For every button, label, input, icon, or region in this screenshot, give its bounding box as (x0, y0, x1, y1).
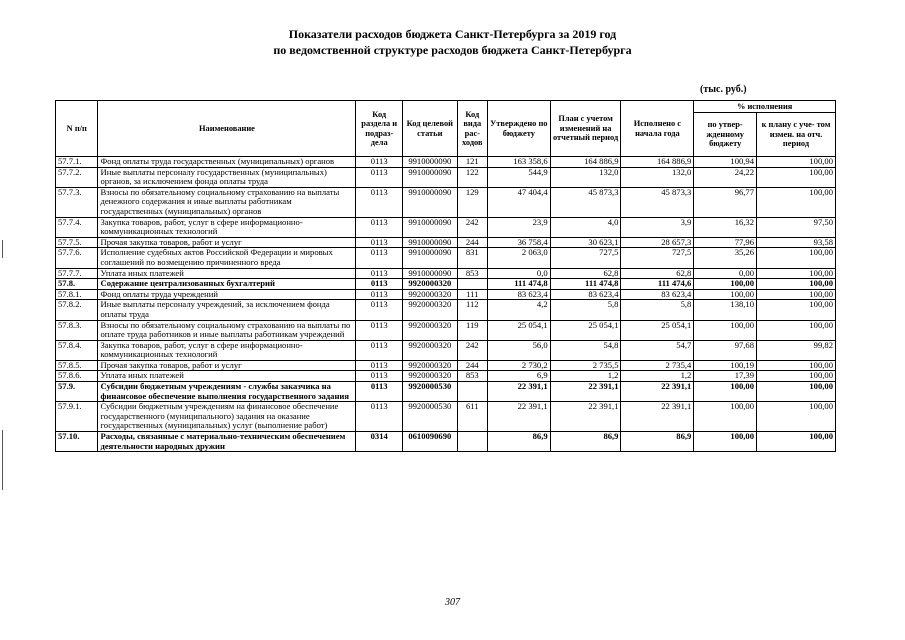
row-number: 57.8.3. (56, 320, 98, 340)
row-target-code: 9910000090 (402, 167, 457, 187)
row-pct-approved: 17,39 (694, 371, 757, 382)
row-section-code: 0113 (356, 289, 403, 300)
unit-label: (тыс. руб.) (700, 84, 747, 95)
row-type-code: 242 (457, 340, 487, 360)
row-section-code: 0113 (356, 237, 403, 248)
row-pct-approved: 100,00 (694, 320, 757, 340)
table-row (56, 320, 836, 340)
row-pct-approved: 24,22 (694, 167, 757, 187)
row-pct-approved: 97,68 (694, 340, 757, 360)
table-body (56, 157, 836, 452)
row-plan: 54,8 (550, 340, 621, 360)
row-type-code (457, 432, 487, 452)
row-executed: 86,9 (621, 432, 694, 452)
row-pct-plan: 100,00 (757, 279, 836, 290)
row-pct-approved: 100,94 (694, 157, 757, 168)
row-number: 57.7.1. (56, 157, 98, 168)
row-pct-plan: 100,00 (757, 268, 836, 279)
row-plan: 62,8 (550, 268, 621, 279)
row-pct-approved: 0,00 (694, 268, 757, 279)
col-executed-header: Исполнено с начала года (621, 101, 694, 157)
row-executed: 28 657,3 (621, 237, 694, 248)
scan-edge-mark (2, 430, 3, 490)
row-plan: 1,2 (550, 371, 621, 382)
row-name: Взносы по обязательному социальному страхованию на выплаты по оплате труда работников и иные выплаты работникам учреждений (98, 320, 356, 340)
row-approved: 86,9 (487, 432, 550, 452)
row-number: 57.8. (56, 279, 98, 290)
row-plan: 4,0 (550, 217, 621, 237)
table-header (56, 101, 836, 157)
row-pct-approved: 96,77 (694, 187, 757, 217)
row-target-code: 0610090690 (402, 432, 457, 452)
row-executed: 45 873,3 (621, 187, 694, 217)
row-name: Субсидии бюджетным учреждениям - службы заказчика на финансовое обеспечение выполнения государственного задания (98, 382, 356, 402)
table-row (56, 157, 836, 168)
row-type-code: 831 (457, 248, 487, 268)
row-type-code: 853 (457, 371, 487, 382)
row-plan: 22 391,1 (550, 402, 621, 432)
row-plan: 30 623,1 (550, 237, 621, 248)
row-approved: 6,9 (487, 371, 550, 382)
row-executed: 62,8 (621, 268, 694, 279)
row-pct-plan: 100,00 (757, 289, 836, 300)
row-pct-approved: 100,00 (694, 289, 757, 300)
row-pct-plan: 100,00 (757, 167, 836, 187)
row-pct-plan: 100,00 (757, 320, 836, 340)
table-row (56, 187, 836, 217)
row-approved: 83 623,4 (487, 289, 550, 300)
row-pct-plan: 100,00 (757, 432, 836, 452)
title-line-2: по ведомственной структуре расходов бюджета Санкт-Петербурга (273, 43, 632, 57)
row-name: Прочая закупка товаров, работ и услуг (98, 360, 356, 371)
col-plan-header: План с учетом изменений на отчетный период (550, 101, 621, 157)
row-type-code: 611 (457, 402, 487, 432)
row-number: 57.8.1. (56, 289, 98, 300)
row-section-code: 0113 (356, 402, 403, 432)
col-target-header: Код целевой статьи (402, 101, 457, 157)
row-plan: 83 623,4 (550, 289, 621, 300)
row-name: Иные выплаты персоналу государственных (муниципальных) органов, за исключением фонда оплаты труда (98, 167, 356, 187)
row-target-code: 9920000320 (402, 320, 457, 340)
row-pct-plan: 100,00 (757, 371, 836, 382)
row-section-code: 0113 (356, 167, 403, 187)
row-name: Фонд оплаты труда государственных (муниципальных) органов (98, 157, 356, 168)
row-pct-approved: 35,26 (694, 248, 757, 268)
row-executed: 5,8 (621, 300, 694, 320)
row-name: Иные выплаты персоналу учреждений, за исключением фонда оплаты труда (98, 300, 356, 320)
row-name: Прочая закупка товаров, работ и услуг (98, 237, 356, 248)
row-section-code: 0113 (356, 187, 403, 217)
row-pct-plan: 100,00 (757, 360, 836, 371)
row-type-code (457, 279, 487, 290)
row-number: 57.10. (56, 432, 98, 452)
table-row (56, 371, 836, 382)
row-executed: 83 623,4 (621, 289, 694, 300)
row-executed: 54,7 (621, 340, 694, 360)
row-approved: 2 730,2 (487, 360, 550, 371)
row-section-code: 0113 (356, 360, 403, 371)
row-approved: 47 404,4 (487, 187, 550, 217)
row-section-code: 0113 (356, 320, 403, 340)
col-pct-plan-header: к плану с уче- том измен. на отч. период (757, 113, 836, 157)
col-pct-group-header: % исполнения (694, 101, 836, 113)
table-row (56, 432, 836, 452)
row-section-code: 0314 (356, 432, 403, 452)
table-row (56, 279, 836, 290)
row-approved: 22 391,1 (487, 382, 550, 402)
row-pct-approved: 100,19 (694, 360, 757, 371)
row-pct-plan: 97,50 (757, 217, 836, 237)
row-target-code: 9920000320 (402, 300, 457, 320)
title-line-1: Показатели расходов бюджета Санкт-Петербурга за 2019 год (288, 27, 617, 41)
table-row (56, 217, 836, 237)
row-target-code: 9920000320 (402, 371, 457, 382)
row-executed: 22 391,1 (621, 382, 694, 402)
row-pct-approved: 100,00 (694, 279, 757, 290)
row-approved: 25 054,1 (487, 320, 550, 340)
row-pct-plan: 99,82 (757, 340, 836, 360)
row-number: 57.8.2. (56, 300, 98, 320)
row-type-code: 244 (457, 360, 487, 371)
row-number: 57.9.1. (56, 402, 98, 432)
row-name: Содержание централизованных бухгалтерий (98, 279, 356, 290)
row-number: 57.9. (56, 382, 98, 402)
scan-edge-mark (2, 240, 3, 258)
row-section-code: 0113 (356, 268, 403, 279)
row-section-code: 0113 (356, 217, 403, 237)
row-type-code: 121 (457, 157, 487, 168)
row-approved: 36 758,4 (487, 237, 550, 248)
table-row (56, 402, 836, 432)
row-approved: 163 358,6 (487, 157, 550, 168)
col-section-header: Код раздела и подраз- дела (356, 101, 403, 157)
row-plan: 164 886,9 (550, 157, 621, 168)
row-plan: 22 391,1 (550, 382, 621, 402)
row-target-code: 9910000090 (402, 237, 457, 248)
row-executed: 111 474,6 (621, 279, 694, 290)
row-name: Закупка товаров, работ, услуг в сфере информационно-коммуникационных технологий (98, 340, 356, 360)
row-target-code: 9910000090 (402, 217, 457, 237)
table-row (56, 289, 836, 300)
row-section-code: 0113 (356, 279, 403, 290)
row-executed: 1,2 (621, 371, 694, 382)
row-target-code: 9920000320 (402, 289, 457, 300)
row-name: Исполнение судебных актов Российской Федерации и мировых соглашений по возмещению причиненного вреда (98, 248, 356, 268)
row-number: 57.7.5. (56, 237, 98, 248)
row-type-code: 129 (457, 187, 487, 217)
row-section-code: 0113 (356, 340, 403, 360)
table-row (56, 268, 836, 279)
document-title (0, 26, 905, 58)
row-target-code: 9910000090 (402, 157, 457, 168)
table-row (56, 382, 836, 402)
table-row (56, 300, 836, 320)
row-number: 57.8.5. (56, 360, 98, 371)
row-section-code: 0113 (356, 157, 403, 168)
row-section-code: 0113 (356, 248, 403, 268)
table-row (56, 237, 836, 248)
row-executed: 164 886,9 (621, 157, 694, 168)
row-approved: 56,0 (487, 340, 550, 360)
row-type-code: 111 (457, 289, 487, 300)
row-plan: 86,9 (550, 432, 621, 452)
row-type-code: 112 (457, 300, 487, 320)
col-approved-header: Утверждено по бюджету (487, 101, 550, 157)
row-number: 57.7.2. (56, 167, 98, 187)
row-name: Расходы, связанные с материально-техническим обеспечением деятельности народных дружин (98, 432, 356, 452)
row-type-code: 244 (457, 237, 487, 248)
row-pct-approved: 100,00 (694, 382, 757, 402)
row-pct-approved: 77,96 (694, 237, 757, 248)
row-approved: 544,9 (487, 167, 550, 187)
row-pct-plan: 100,00 (757, 248, 836, 268)
row-number: 57.7.4. (56, 217, 98, 237)
row-executed: 22 391,1 (621, 402, 694, 432)
row-plan: 5,8 (550, 300, 621, 320)
row-plan: 2 735,5 (550, 360, 621, 371)
table-row (56, 360, 836, 371)
row-executed: 3,9 (621, 217, 694, 237)
row-section-code: 0113 (356, 300, 403, 320)
row-approved: 0,0 (487, 268, 550, 279)
row-pct-approved: 100,00 (694, 402, 757, 432)
row-type-code: 119 (457, 320, 487, 340)
row-approved: 111 474,8 (487, 279, 550, 290)
row-type-code: 122 (457, 167, 487, 187)
row-plan: 111 474,8 (550, 279, 621, 290)
row-name: Уплата иных платежей (98, 268, 356, 279)
col-pct-approved-header: по утвер- жденному бюджету (694, 113, 757, 157)
row-approved: 23,9 (487, 217, 550, 237)
row-target-code: 9920000530 (402, 382, 457, 402)
row-number: 57.7.6. (56, 248, 98, 268)
row-number: 57.8.4. (56, 340, 98, 360)
row-target-code: 9920000530 (402, 402, 457, 432)
row-pct-plan: 100,00 (757, 157, 836, 168)
row-type-code (457, 382, 487, 402)
row-plan: 727,5 (550, 248, 621, 268)
row-pct-approved: 16,32 (694, 217, 757, 237)
page-number: 307 (445, 597, 460, 608)
row-target-code: 9910000090 (402, 187, 457, 217)
budget-table (55, 100, 836, 452)
col-num-header: N п/п (56, 101, 98, 157)
row-target-code: 9910000090 (402, 268, 457, 279)
row-pct-approved: 100,00 (694, 432, 757, 452)
row-number: 57.7.7. (56, 268, 98, 279)
row-target-code: 9920000320 (402, 340, 457, 360)
row-name: Фонд оплаты труда учреждений (98, 289, 356, 300)
row-plan: 25 054,1 (550, 320, 621, 340)
row-pct-plan: 100,00 (757, 300, 836, 320)
table-row (56, 167, 836, 187)
row-pct-plan: 100,00 (757, 187, 836, 217)
col-name-header: Наименование (98, 101, 356, 157)
row-executed: 25 054,1 (621, 320, 694, 340)
row-approved: 22 391,1 (487, 402, 550, 432)
row-section-code: 0113 (356, 382, 403, 402)
row-plan: 132,0 (550, 167, 621, 187)
row-name: Уплата иных платежей (98, 371, 356, 382)
row-target-code: 9920000320 (402, 360, 457, 371)
row-section-code: 0113 (356, 371, 403, 382)
row-name: Субсидии бюджетным учреждениям на финансовое обеспечение государственного (муниципального) задания на оказание государственных (муниципальных) услуг (выполнение работ) (98, 402, 356, 432)
row-executed: 2 735,4 (621, 360, 694, 371)
row-target-code: 9920000320 (402, 279, 457, 290)
row-approved: 2 063,0 (487, 248, 550, 268)
row-executed: 132,0 (621, 167, 694, 187)
row-type-code: 853 (457, 268, 487, 279)
row-executed: 727,5 (621, 248, 694, 268)
row-approved: 4,2 (487, 300, 550, 320)
row-pct-approved: 138,10 (694, 300, 757, 320)
row-pct-plan: 93,58 (757, 237, 836, 248)
row-number: 57.7.3. (56, 187, 98, 217)
table-row (56, 340, 836, 360)
row-pct-plan: 100,00 (757, 402, 836, 432)
row-target-code: 9910000090 (402, 248, 457, 268)
row-number: 57.8.6. (56, 371, 98, 382)
row-plan: 45 873,3 (550, 187, 621, 217)
row-pct-plan: 100,00 (757, 382, 836, 402)
col-type-header: Код вида рас- ходов (457, 101, 487, 157)
table-row (56, 248, 836, 268)
row-type-code: 242 (457, 217, 487, 237)
row-name: Взносы по обязательному социальному страхованию на выплаты денежного содержания и иные выплаты работникам государственных (муниципальных) органов (98, 187, 356, 217)
row-name: Закупка товаров, работ, услуг в сфере информационно-коммуникационных технологий (98, 217, 356, 237)
